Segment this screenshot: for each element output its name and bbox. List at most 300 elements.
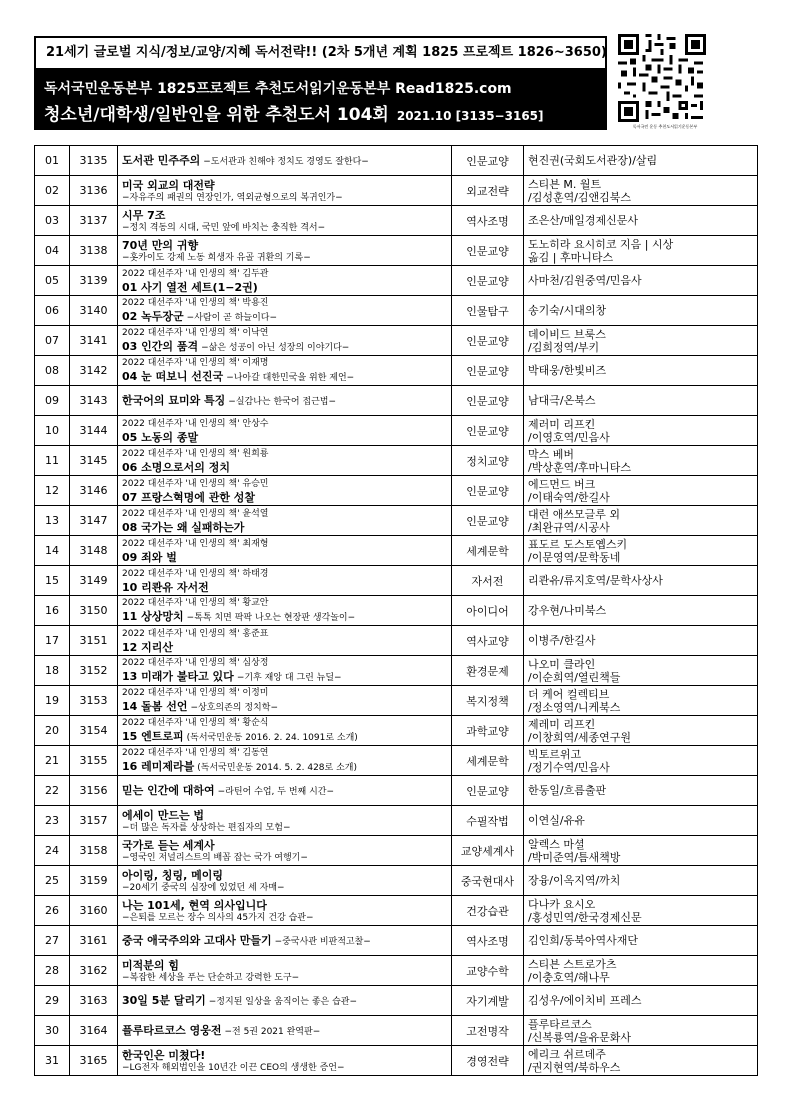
row-number: 14 xyxy=(35,536,70,566)
book-title-cell xyxy=(118,926,452,956)
candidate-note: 2022 대선주자 '내 인생의 책' 이재명 xyxy=(122,358,269,368)
author-publisher-line: 박태웅/한빛비즈 xyxy=(528,364,607,377)
book-title-cell xyxy=(118,416,452,446)
author-publisher-line: 알렉스 마셜 xyxy=(528,837,585,851)
book-subtitle: −홋카이도 강제 노동 희생자 유골 귀환의 기록− xyxy=(122,252,311,263)
author-publisher-line: 리콴유/류지호역/문학사상사 xyxy=(528,574,663,587)
author-publisher xyxy=(524,236,758,266)
book-category: 인문교양 xyxy=(452,146,524,176)
book-title: 16 레미제라블 xyxy=(122,760,195,773)
book-code: 3148 xyxy=(70,536,118,566)
book-title-line xyxy=(122,393,447,408)
table-row xyxy=(35,626,758,656)
header-title-line xyxy=(44,100,544,125)
table-row xyxy=(35,536,758,566)
row-number: 18 xyxy=(35,656,70,686)
book-subtitle: −영국인 저널리스트의 배꼽 잡는 국가 여행기− xyxy=(122,852,308,863)
book-category: 자기계발 xyxy=(452,986,524,1016)
table-row xyxy=(35,656,758,686)
candidate-note: 2022 대선주자 '내 인생의 책' 박용진 xyxy=(122,298,269,308)
row-number: 30 xyxy=(35,1016,70,1046)
book-category: 교양수학 xyxy=(452,956,524,986)
table-row xyxy=(35,836,758,866)
book-title-line xyxy=(122,309,447,324)
book-subtitle: −LG전자 해외법인을 10년간 이끈 CEO의 생생한 증언− xyxy=(122,1062,345,1073)
book-title-cell xyxy=(118,176,452,206)
author-publisher-line: 표도르 도스토옙스키 xyxy=(528,537,628,551)
book-code: 3164 xyxy=(70,1016,118,1046)
author-publisher xyxy=(524,656,758,686)
author-publisher xyxy=(524,536,758,566)
author-publisher-line: 한동일/흐름출판 xyxy=(528,784,607,797)
book-subtitle: −톡톡 치면 팍팍 나오는 현장판 생각놀이− xyxy=(186,613,356,623)
row-number: 09 xyxy=(35,386,70,416)
row-number: 29 xyxy=(35,986,70,1016)
table-row xyxy=(35,776,758,806)
book-subtitle: −복잡한 세상을 푸는 단순하고 강력한 도구− xyxy=(122,972,300,983)
book-category: 인문교양 xyxy=(452,386,524,416)
row-number: 28 xyxy=(35,956,70,986)
book-title: 03 인간의 품격 xyxy=(122,340,199,353)
author-publisher xyxy=(524,266,758,296)
candidate-note: 2022 대선주자 '내 인생의 책' 이낙연 xyxy=(122,328,269,338)
author-publisher-line: /정기수역/민음사 xyxy=(528,760,610,774)
author-publisher-line: /이태숙역/한길사 xyxy=(528,490,610,504)
book-category: 인문교양 xyxy=(452,776,524,806)
book-code: 3150 xyxy=(70,596,118,626)
book-title: 시무 7조 xyxy=(122,208,166,222)
author-publisher-line: 더 케어 컬렉티브 xyxy=(528,687,610,701)
book-title: 14 돌봄 선언 xyxy=(122,700,188,713)
author-publisher-line: /이순희역/열린책들 xyxy=(528,670,621,684)
book-title-cell xyxy=(118,1046,452,1076)
book-subtitle: −전 5권 2021 완역판− xyxy=(224,1027,321,1037)
table-row xyxy=(35,326,758,356)
book-title: 30일 5분 달리기 xyxy=(122,994,206,1007)
author-publisher-line: 대런 애쓰모글루 외 xyxy=(528,507,621,521)
table-row xyxy=(35,896,758,926)
book-title-cell xyxy=(118,236,452,266)
qr-code-icon[interactable] xyxy=(618,34,706,122)
author-publisher-line: /이충호역/해나무 xyxy=(528,970,610,984)
book-title-cell xyxy=(118,986,452,1016)
book-category: 인문교양 xyxy=(452,476,524,506)
recommended-books-table xyxy=(34,145,758,1076)
book-subtitle: −상호의존의 정치학− xyxy=(190,703,278,713)
author-publisher xyxy=(524,806,758,836)
book-code: 3141 xyxy=(70,326,118,356)
row-number: 24 xyxy=(35,836,70,866)
book-code: 3161 xyxy=(70,926,118,956)
table-row xyxy=(35,806,758,836)
table-row xyxy=(35,746,758,776)
book-title-line xyxy=(122,550,447,564)
table-row xyxy=(35,296,758,326)
book-title-cell xyxy=(118,146,452,176)
qr-caption: 독서국민 운동 추천도서읽기운동본부 xyxy=(632,124,698,129)
author-publisher-line: 옮김 | 후마니타스 xyxy=(528,250,614,264)
author-publisher xyxy=(524,326,758,356)
author-publisher-line: /최완규역/시공사 xyxy=(528,520,610,534)
candidate-note: 2022 대선주자 '내 인생의 책' 최재형 xyxy=(122,538,269,549)
book-category: 역사조명 xyxy=(452,206,524,236)
author-publisher-line: 다나카 요시오 xyxy=(528,897,596,911)
book-title: 플루타르코스 영웅전 xyxy=(122,1024,222,1037)
book-subtitle: −라틴어 수업, 두 번째 시간− xyxy=(217,787,334,797)
book-category: 과학교양 xyxy=(452,716,524,746)
book-title-cell xyxy=(118,626,452,656)
author-publisher-line: 막스 베버 xyxy=(528,447,575,461)
author-publisher-line: 사마천/김원중역/민음사 xyxy=(528,274,642,287)
author-publisher-line: 조은산/매일경제신문사 xyxy=(528,214,638,227)
row-number: 22 xyxy=(35,776,70,806)
book-title: 12 지리산 xyxy=(122,640,174,654)
author-publisher-line: 이병주/한길사 xyxy=(528,634,596,647)
row-number: 12 xyxy=(35,476,70,506)
author-publisher-line: 빅토르위고 xyxy=(528,747,582,761)
book-code: 3163 xyxy=(70,986,118,1016)
book-title-line xyxy=(122,1048,447,1062)
author-publisher-line: 강우현/나미북스 xyxy=(528,604,607,617)
table-row xyxy=(35,206,758,236)
row-number: 04 xyxy=(35,236,70,266)
author-publisher-line: 제레미 리프킨 xyxy=(528,717,596,731)
candidate-note: 2022 대선주자 '내 인생의 책' 황교안 xyxy=(122,598,269,608)
book-title-line xyxy=(122,838,447,852)
book-category: 세계문학 xyxy=(452,536,524,566)
book-code: 3155 xyxy=(70,746,118,776)
book-subtitle: (독서국민운동 2016. 2. 24. 1091로 소개) xyxy=(186,733,358,743)
book-category: 역사교양 xyxy=(452,626,524,656)
row-number: 31 xyxy=(35,1046,70,1076)
author-publisher-line: 스티븐 스트로가츠 xyxy=(528,957,617,971)
author-publisher xyxy=(524,836,758,866)
book-title: 08 국가는 왜 실패하는가 xyxy=(122,520,245,534)
author-publisher xyxy=(524,746,758,776)
author-publisher xyxy=(524,356,758,386)
author-publisher-line: 플루타르코스 xyxy=(528,1017,592,1031)
book-subtitle: −중국사관 비판적고찰− xyxy=(274,937,371,947)
table-row xyxy=(35,236,758,266)
row-number: 03 xyxy=(35,206,70,236)
book-title-cell xyxy=(118,446,452,476)
book-title: 06 소명으로서의 정치 xyxy=(122,460,230,474)
table-row xyxy=(35,716,758,746)
book-title-line xyxy=(122,490,447,504)
candidate-note: 2022 대선주자 '내 인생의 책' 원희룡 xyxy=(122,448,269,459)
row-number: 21 xyxy=(35,746,70,776)
book-title: 10 리콴유 자서전 xyxy=(122,580,209,594)
book-title: 나는 101세, 현역 의사입니다 xyxy=(122,898,267,912)
book-title-line xyxy=(122,759,447,774)
book-subtitle: −나아갈 대한민국을 위한 제언− xyxy=(226,373,355,383)
book-category: 자서전 xyxy=(452,566,524,596)
book-code: 3156 xyxy=(70,776,118,806)
book-code: 3137 xyxy=(70,206,118,236)
book-title-cell xyxy=(118,206,452,236)
book-title-line xyxy=(122,993,447,1008)
author-publisher-line: 나오미 클라인 xyxy=(528,657,596,671)
book-title: 09 죄와 벌 xyxy=(122,550,177,564)
author-publisher xyxy=(524,296,758,326)
book-title-line xyxy=(122,868,447,882)
book-title-cell xyxy=(118,476,452,506)
book-subtitle: (독서국민운동 2014. 5. 2. 428로 소개) xyxy=(197,763,357,773)
book-category: 중국현대사 xyxy=(452,866,524,896)
book-category: 아이디어 xyxy=(452,596,524,626)
author-publisher xyxy=(524,386,758,416)
table-row xyxy=(35,686,758,716)
row-number: 05 xyxy=(35,266,70,296)
table-row xyxy=(35,386,758,416)
book-title-cell xyxy=(118,746,452,776)
book-title: 중국 애국주의와 고대사 만들기 xyxy=(122,934,272,947)
book-title-line xyxy=(122,369,447,384)
book-category: 인문교양 xyxy=(452,266,524,296)
author-publisher-line: 도노히라 요시히코 지음 | 시상 xyxy=(528,237,674,251)
book-category: 복지정책 xyxy=(452,686,524,716)
author-publisher xyxy=(524,506,758,536)
book-title-line xyxy=(122,1023,447,1038)
book-category: 인문교양 xyxy=(452,236,524,266)
candidate-note: 2022 대선주자 '내 인생의 책' 김두관 xyxy=(122,268,269,279)
author-publisher xyxy=(524,1016,758,1046)
table-row xyxy=(35,1016,758,1046)
book-category: 인문교양 xyxy=(452,326,524,356)
book-subtitle: −기후 재앙 대 그린 뉴딜− xyxy=(236,673,342,683)
book-title-cell xyxy=(118,686,452,716)
book-title-cell xyxy=(118,776,452,806)
book-title-cell xyxy=(118,656,452,686)
book-title-line xyxy=(122,460,447,474)
book-code: 3136 xyxy=(70,176,118,206)
book-title-cell xyxy=(118,536,452,566)
row-number: 19 xyxy=(35,686,70,716)
author-publisher xyxy=(524,926,758,956)
book-title-line xyxy=(122,339,447,354)
candidate-note: 2022 대선주자 '내 인생의 책' 황순식 xyxy=(122,718,269,728)
book-code: 3157 xyxy=(70,806,118,836)
book-title-cell xyxy=(118,356,452,386)
book-subtitle: −정치 격동의 시대, 국민 앞에 바치는 충직한 격서− xyxy=(122,222,326,233)
date-range: 2021.10 [3135−3165] xyxy=(396,109,544,123)
book-code: 3146 xyxy=(70,476,118,506)
author-publisher xyxy=(524,896,758,926)
book-subtitle: −사람이 곧 하늘이다− xyxy=(186,313,278,323)
book-title-cell xyxy=(118,596,452,626)
author-publisher xyxy=(524,716,758,746)
book-category: 세계문학 xyxy=(452,746,524,776)
book-code: 3159 xyxy=(70,866,118,896)
book-code: 3143 xyxy=(70,386,118,416)
author-publisher-line: 김성우/에이치비 프레스 xyxy=(528,994,642,1007)
author-publisher-line: /박상훈역/후마니타스 xyxy=(528,460,632,474)
table-row xyxy=(35,566,758,596)
book-title: 01 사기 열전 세트(1−2권) xyxy=(122,280,258,294)
header-banner xyxy=(34,70,607,130)
candidate-note: 2022 대선주자 '내 인생의 책' 하태경 xyxy=(122,568,269,579)
book-category: 건강습관 xyxy=(452,896,524,926)
row-number: 20 xyxy=(35,716,70,746)
table-row xyxy=(35,176,758,206)
author-publisher-line: 이연실/유유 xyxy=(528,814,585,827)
book-subtitle: −20세기 중국의 심장에 있었던 세 자매− xyxy=(122,882,285,893)
table-row xyxy=(35,956,758,986)
author-publisher-line: 데이비드 브룩스 xyxy=(528,327,606,341)
book-subtitle: −더 많은 독자를 상상하는 편집자의 모험− xyxy=(122,822,291,833)
author-publisher-line: /이창희역/세종연구원 xyxy=(528,730,632,744)
book-category: 인물탐구 xyxy=(452,296,524,326)
author-publisher-line: /이문영역/문학동네 xyxy=(528,550,621,564)
book-title-line xyxy=(122,178,447,192)
book-category: 인문교양 xyxy=(452,356,524,386)
book-code: 3149 xyxy=(70,566,118,596)
book-category: 교양세계사 xyxy=(452,836,524,866)
book-code: 3145 xyxy=(70,446,118,476)
table-row xyxy=(35,146,758,176)
author-publisher-line: 장융/이옥지역/까치 xyxy=(528,874,621,887)
book-title-line xyxy=(122,520,447,534)
row-number: 16 xyxy=(35,596,70,626)
table-row xyxy=(35,506,758,536)
book-subtitle: −도서관과 친해야 정치도 경영도 잘한다− xyxy=(203,157,369,167)
table-row xyxy=(35,926,758,956)
book-title: 국가로 듣는 세계사 xyxy=(122,838,215,852)
book-title-cell xyxy=(118,266,452,296)
candidate-note: 2022 대선주자 '내 인생의 책' 이정미 xyxy=(122,688,269,698)
book-category: 역사조명 xyxy=(452,926,524,956)
author-publisher-line: 에리크 쉬르데주 xyxy=(528,1047,606,1061)
author-publisher-line: 스티븐 M. 월트 xyxy=(528,177,602,191)
author-publisher-line: /신복룡역/을유문화사 xyxy=(528,1030,632,1044)
book-category: 정치교양 xyxy=(452,446,524,476)
book-code: 3147 xyxy=(70,506,118,536)
author-publisher-line: /권지현역/북하우스 xyxy=(528,1060,621,1074)
book-code: 3138 xyxy=(70,236,118,266)
author-publisher-line: 송기숙/시대의창 xyxy=(528,304,607,317)
book-title: 07 프랑스혁명에 관한 성찰 xyxy=(122,490,256,504)
book-title: 한국어의 묘미와 특징 xyxy=(122,394,226,407)
book-category: 환경문제 xyxy=(452,656,524,686)
book-code: 3154 xyxy=(70,716,118,746)
book-title-cell xyxy=(118,956,452,986)
table-row xyxy=(35,416,758,446)
book-title-cell xyxy=(118,716,452,746)
book-title: 한국인은 미쳤다! xyxy=(122,1048,206,1062)
book-title: 미적분의 힘 xyxy=(122,958,179,972)
book-title-cell xyxy=(118,836,452,866)
book-title-line xyxy=(122,729,447,744)
book-code: 3153 xyxy=(70,686,118,716)
book-title-cell xyxy=(118,506,452,536)
author-publisher xyxy=(524,776,758,806)
book-title: 아이링, 칭링, 메이링 xyxy=(122,868,224,882)
book-title: 15 엔트로피 xyxy=(122,730,184,743)
author-publisher-line: /박미준역/틈새책방 xyxy=(528,850,621,864)
candidate-note: 2022 대선주자 '내 인생의 책' 안상수 xyxy=(122,418,269,429)
book-category: 인문교양 xyxy=(452,416,524,446)
book-title-cell xyxy=(118,1016,452,1046)
book-code: 3158 xyxy=(70,836,118,866)
book-title-line xyxy=(122,208,447,222)
author-publisher xyxy=(524,956,758,986)
table-row xyxy=(35,1046,758,1076)
book-code: 3140 xyxy=(70,296,118,326)
author-publisher xyxy=(524,416,758,446)
author-publisher-line: /정소영역/니케북스 xyxy=(528,700,621,714)
author-publisher-line: /이영호역/민음사 xyxy=(528,430,610,444)
book-code: 3139 xyxy=(70,266,118,296)
row-number: 23 xyxy=(35,806,70,836)
book-subtitle: −삶은 성공이 아닌 성장의 이야기다− xyxy=(201,343,350,353)
book-title-line xyxy=(122,280,447,294)
row-number: 06 xyxy=(35,296,70,326)
page-header xyxy=(34,36,607,125)
book-title: 02 녹두장군 xyxy=(122,310,184,323)
table-row xyxy=(35,986,758,1016)
row-number: 25 xyxy=(35,866,70,896)
book-title-cell xyxy=(118,566,452,596)
book-title-line xyxy=(122,153,447,168)
book-title-line xyxy=(122,640,447,654)
book-title-line xyxy=(122,430,447,444)
book-code: 3162 xyxy=(70,956,118,986)
book-category: 고전명작 xyxy=(452,1016,524,1046)
book-title-cell xyxy=(118,326,452,356)
row-number: 07 xyxy=(35,326,70,356)
book-title: 05 노동의 종말 xyxy=(122,430,199,444)
author-publisher-line: 남대극/온북스 xyxy=(528,394,596,407)
book-title-line xyxy=(122,669,447,684)
book-subtitle: −은퇴를 모르는 장수 의사의 45가지 건강 습관− xyxy=(122,912,314,923)
author-publisher xyxy=(524,446,758,476)
author-publisher xyxy=(524,866,758,896)
row-number: 02 xyxy=(35,176,70,206)
row-number: 27 xyxy=(35,926,70,956)
book-code: 3144 xyxy=(70,416,118,446)
book-title-line xyxy=(122,238,447,252)
author-publisher xyxy=(524,476,758,506)
table-row xyxy=(35,866,758,896)
book-title-line xyxy=(122,783,447,798)
table-row xyxy=(35,596,758,626)
author-publisher xyxy=(524,686,758,716)
book-title: 도서관 민주주의 xyxy=(122,154,201,167)
book-title: 11 상상망치 xyxy=(122,610,184,623)
row-number: 15 xyxy=(35,566,70,596)
book-subtitle: −실감나는 한국어 접근법− xyxy=(228,397,337,407)
author-publisher-line: /김성훈역/김앤김북스 xyxy=(528,190,632,204)
book-subtitle: −정지된 일상을 움직이는 좋은 습관− xyxy=(208,997,358,1007)
book-title-line xyxy=(122,580,447,594)
header-org-line: 독서국민운동본부 1825프로젝트 추천도서읽기운동본부 Read1825.com xyxy=(44,81,512,97)
book-code: 3142 xyxy=(70,356,118,386)
candidate-note: 2022 대선주자 '내 인생의 책' 홍준표 xyxy=(122,628,269,639)
header-top-line: 21세기 글로벌 지식/정보/교양/지혜 독서전략!! (2차 5개년 계획 1825 프로젝트 1826~3650) xyxy=(34,36,607,70)
book-title-cell xyxy=(118,386,452,416)
author-publisher xyxy=(524,146,758,176)
author-publisher-line: /홍성민역/한국경제신문 xyxy=(528,910,642,924)
book-title-line xyxy=(122,933,447,948)
book-title-line xyxy=(122,898,447,912)
candidate-note: 2022 대선주자 '내 인생의 책' 심상정 xyxy=(122,658,269,668)
author-publisher-line: /김희정역/부키 xyxy=(528,340,600,354)
row-number: 01 xyxy=(35,146,70,176)
candidate-note: 2022 대선주자 '내 인생의 책' 윤석열 xyxy=(122,508,269,519)
book-category: 경영전략 xyxy=(452,1046,524,1076)
book-code: 3165 xyxy=(70,1046,118,1076)
author-publisher xyxy=(524,626,758,656)
